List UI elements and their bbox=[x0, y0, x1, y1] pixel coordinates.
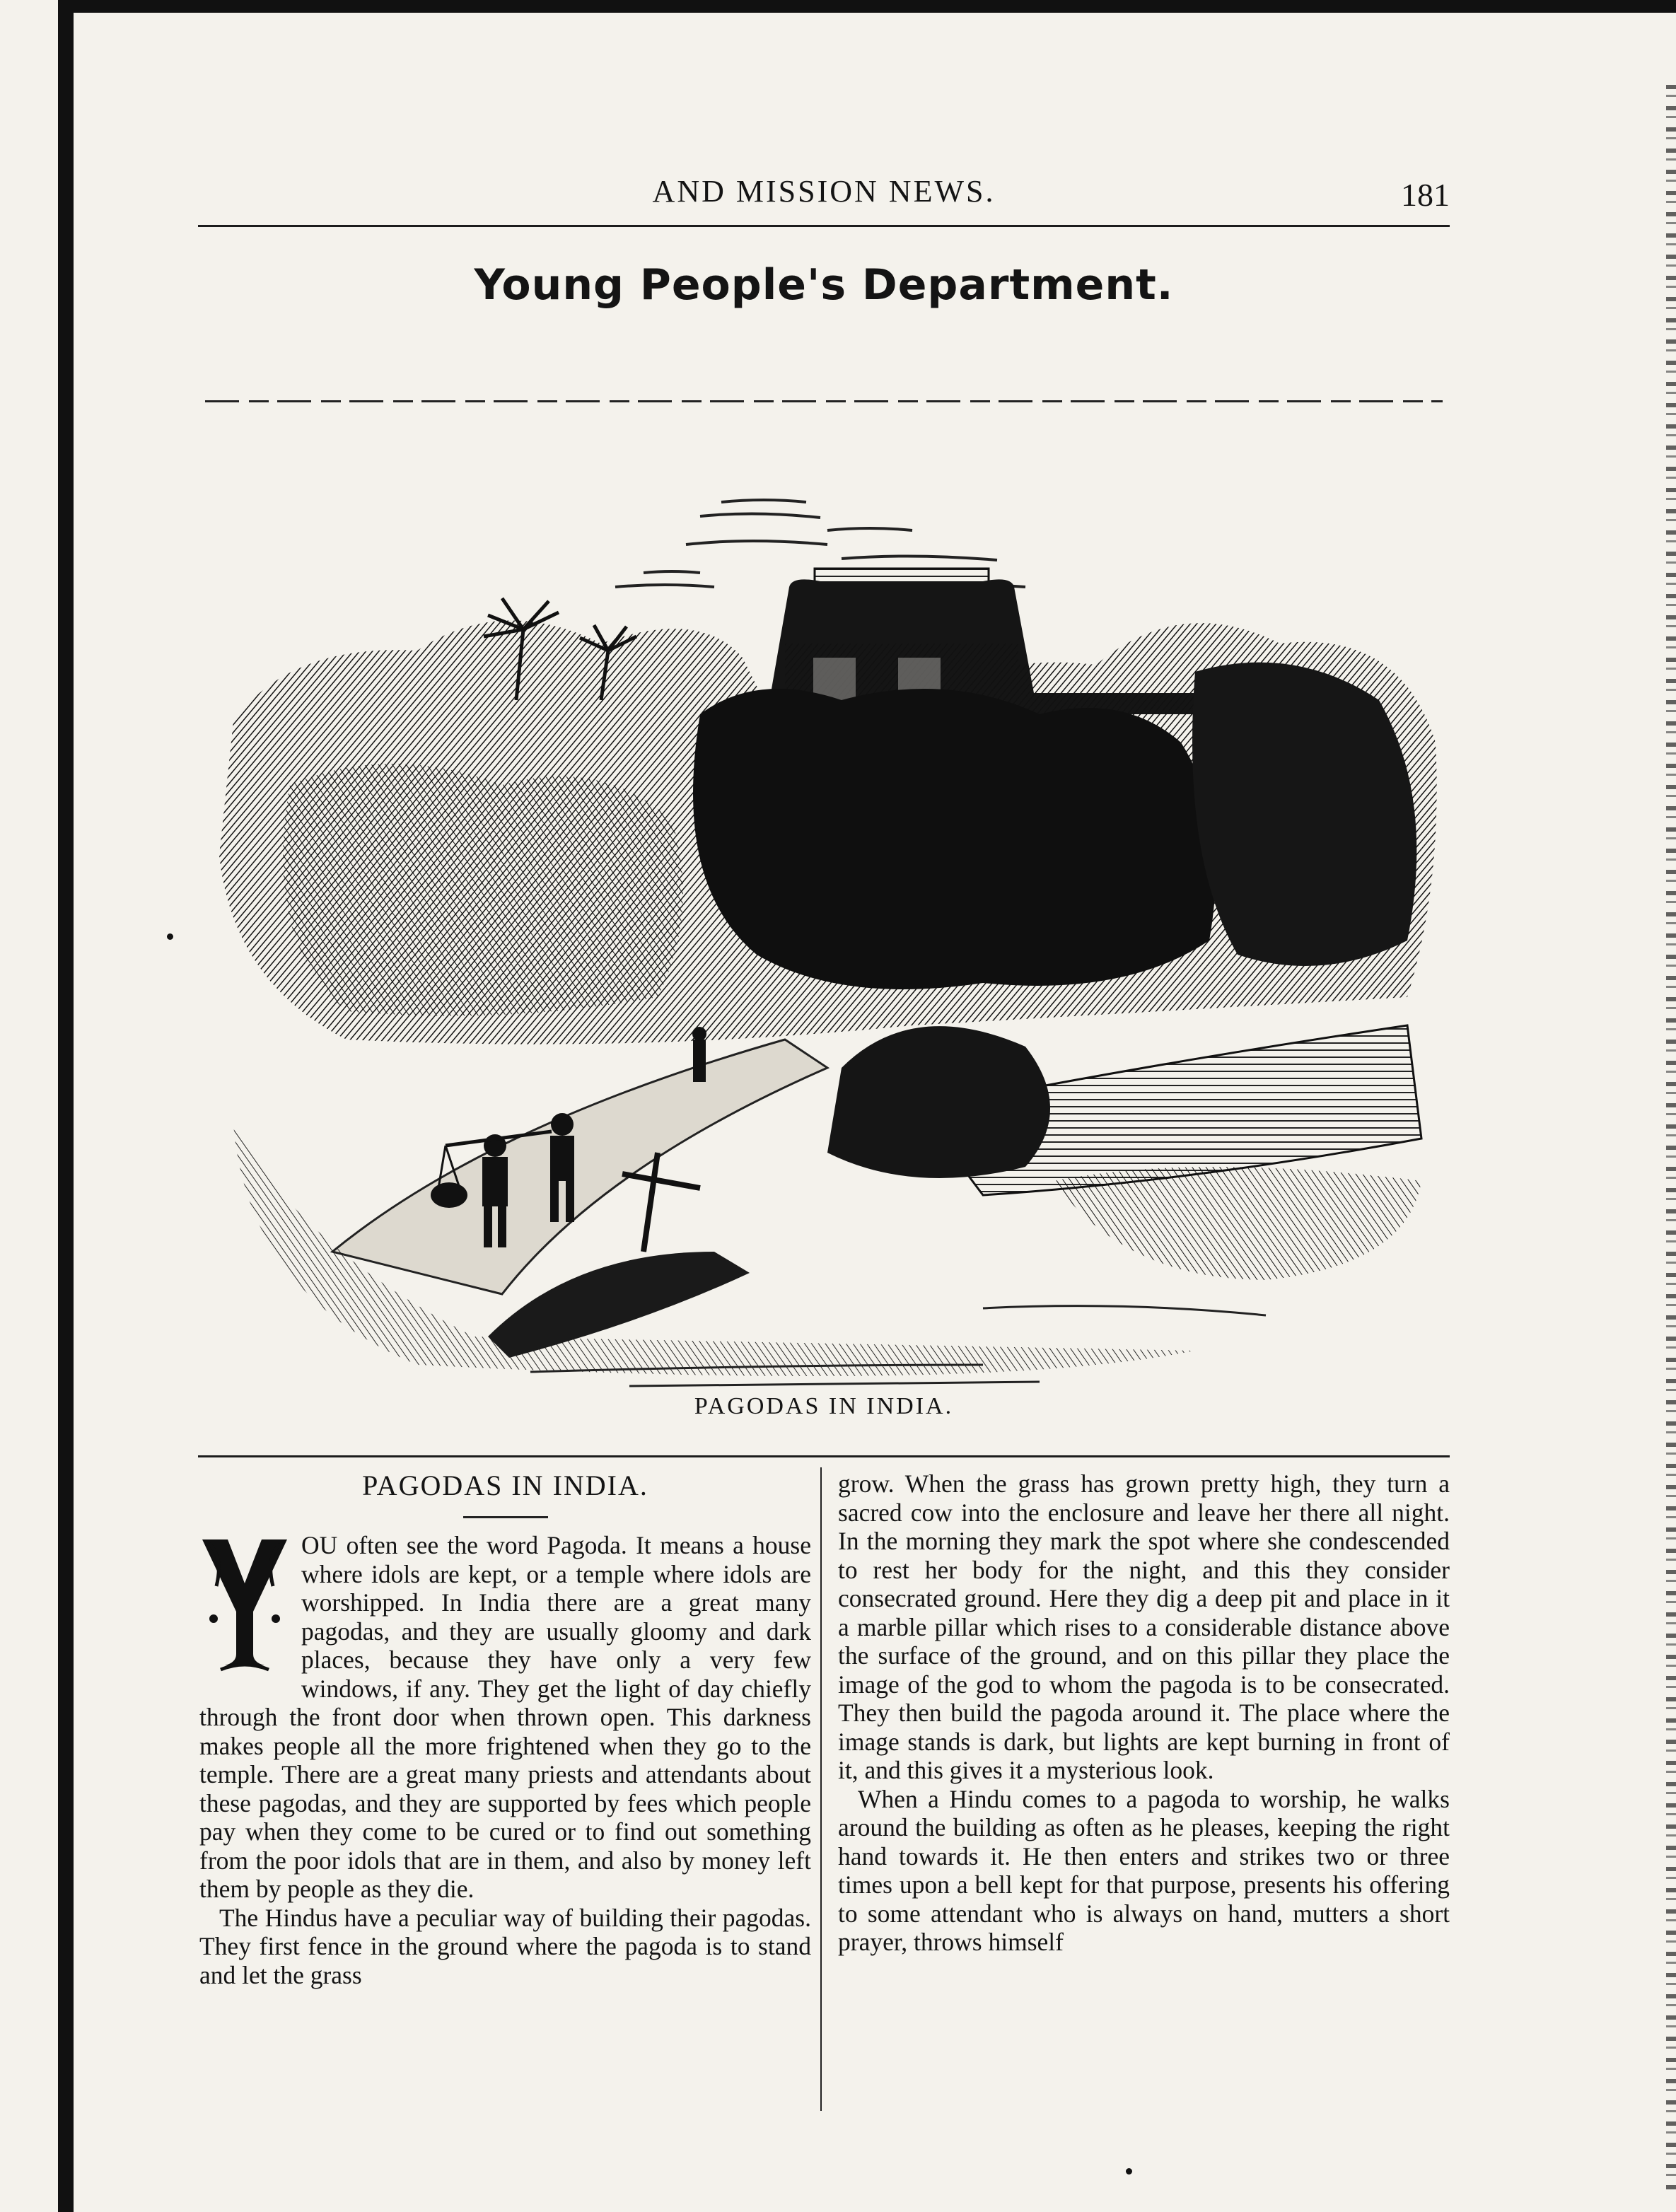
running-head bbox=[198, 173, 1450, 223]
article-title: PAGODAS IN INDIA. bbox=[362, 1469, 648, 1501]
ink-speck bbox=[167, 933, 173, 940]
column-separator bbox=[820, 1467, 822, 2111]
header-rule bbox=[198, 225, 1450, 227]
page-left-margin bbox=[0, 0, 58, 2212]
article-right-column bbox=[838, 1469, 1450, 1957]
drop-cap bbox=[199, 1534, 290, 1675]
figure-caption: PAGODAS IN INDIA. bbox=[694, 1393, 954, 1419]
ink-speck bbox=[1126, 2168, 1132, 2175]
article-left-column bbox=[199, 1469, 811, 1989]
running-title: AND MISSION NEWS. bbox=[652, 174, 996, 209]
page-top-border bbox=[0, 0, 1676, 13]
section-title: Young People's Department. bbox=[474, 260, 1174, 310]
paragraph: The Hindus have a peculiar way of building their pagodas. They first fence in the ground where the pagoda is to stand and let the grass bbox=[199, 1903, 811, 1989]
binding-shadow bbox=[58, 13, 74, 2212]
page-right-edge bbox=[1666, 85, 1676, 2192]
section-dashed-rule bbox=[205, 400, 1443, 402]
title-rule bbox=[463, 1516, 548, 1518]
caption-rule bbox=[198, 1455, 1450, 1457]
paragraph: OU often see the word Pagoda. It means a house where idols are kept, or a temple where idols are worshipped. In India there are a great many pagodas, and they are usually gloomy and dark places, because they have only a very few windows, if any. They get the light of day chiefly through the front door when thrown open. This darkness makes people all the more frightened when they go to the temple. There are a great many priests and attendants about these pagodas, and they are supported by fees which people pay when they come to be cured or to find out something from the poor idols that are in them, and also by money left them by people as they die. bbox=[199, 1531, 811, 1903]
paragraph: grow. When the grass has grown pretty high, they turn a sacred cow into the enclosure and leave her there all night. In the morning they mark the spot where she condescended to rest her body for the night, and this they consider consecrated ground. Here they dig a deep pit and place in it a marble pillar which rises to a considerable distance above the surface of the ground, and on this pillar they place the image of the god to whom the pagoda is to be consecrated. They then build the pagoda around it. The place where the image stands is dark, but lights are kept burning in front of it, and this gives it a mysterious look. bbox=[838, 1469, 1450, 1784]
paragraph: When a Hindu comes to a pagoda to worship, he walks around the building as often as he pleases, keeping the right hand towards it. He then enters and strikes two or three times upon a bell kept for that purpose, presents his offering to some attendant who is always on hand, mutters a short prayer, throws himself bbox=[838, 1784, 1450, 1956]
page-number: 181 bbox=[1401, 177, 1450, 213]
pagoda-engraving bbox=[205, 488, 1443, 1407]
